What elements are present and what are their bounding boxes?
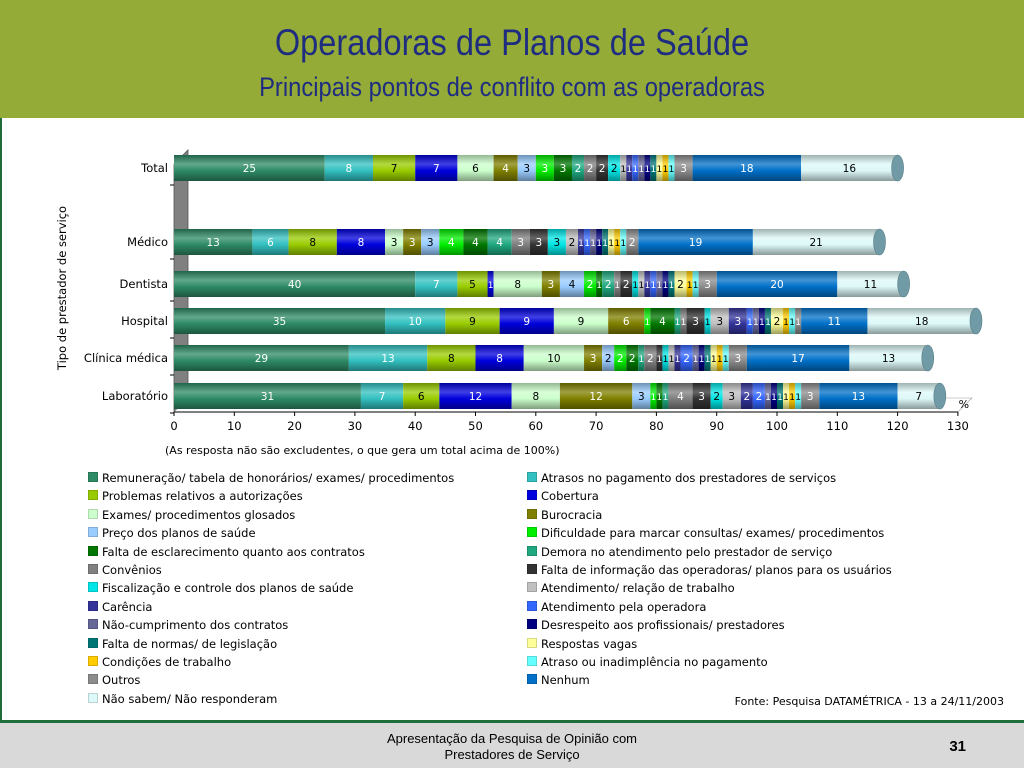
data-label: 8	[514, 279, 522, 291]
data-label: 1	[638, 165, 645, 175]
data-label: 2	[574, 163, 582, 175]
legend-item	[527, 655, 768, 669]
legend-swatch	[88, 546, 98, 556]
data-label: 35	[272, 316, 287, 328]
data-label: 4	[568, 279, 576, 291]
legend-swatch	[88, 674, 98, 684]
data-label: 1	[789, 318, 795, 328]
data-label: 9	[577, 316, 585, 328]
data-label: 2	[773, 316, 781, 328]
data-label: 1	[638, 281, 645, 291]
legend-swatch	[88, 490, 98, 500]
data-label: 1	[704, 355, 711, 365]
data-label: 3	[692, 316, 699, 328]
data-label: 3	[698, 391, 705, 403]
legend-swatch	[527, 619, 537, 629]
data-label: 1	[710, 355, 717, 365]
page-title: Operadoras de Planos de Saúde	[274, 22, 750, 63]
data-label: 3	[426, 237, 434, 249]
data-label: 16	[842, 163, 857, 175]
data-label: 1	[602, 239, 609, 249]
legend-label: Carência	[102, 599, 153, 614]
data-label: 3	[589, 353, 597, 365]
data-label: 2	[586, 163, 594, 175]
data-label: 1	[795, 393, 801, 403]
data-label: 10	[408, 316, 422, 328]
data-label: 6	[622, 316, 630, 328]
legend-item	[88, 618, 288, 632]
data-label: 13	[381, 353, 395, 365]
category-label: Médico	[127, 235, 168, 249]
data-label: 6	[267, 237, 274, 249]
legend-label: Burocracia	[541, 507, 603, 522]
data-label: 2	[598, 163, 606, 175]
data-label: 12	[589, 391, 603, 403]
data-label: 1	[662, 393, 669, 403]
category-label: Dentista	[119, 277, 168, 291]
legend-label: Demora no atendimento pelo prestador de serviço	[541, 544, 833, 559]
data-label: 1	[692, 281, 699, 291]
legend-swatch	[527, 472, 537, 482]
data-label: 3	[408, 237, 416, 249]
data-label: 4	[502, 163, 509, 175]
data-label: 31	[260, 391, 275, 403]
chart-note: (As resposta não são excludentes, o que gera um total acima de 100%)	[165, 444, 560, 457]
data-label: 1	[765, 393, 771, 403]
data-label: 1	[753, 318, 759, 328]
data-label: 1	[795, 318, 801, 328]
data-label: 1	[674, 318, 681, 328]
data-label: 29	[254, 353, 269, 365]
data-label: 1	[620, 165, 627, 175]
x-axis-unit: %	[958, 398, 970, 411]
legend-swatch	[527, 490, 537, 500]
data-label: 1	[662, 165, 669, 175]
x-tick-label: 110	[826, 419, 849, 433]
data-label: 1	[608, 239, 615, 249]
data-label: 1	[644, 281, 651, 291]
data-label: 3	[806, 391, 814, 403]
legend-item	[88, 600, 152, 614]
data-label: 40	[287, 279, 302, 291]
legend-label: Atraso ou inadimplência no pagamento	[541, 655, 768, 669]
data-label: 13	[881, 353, 896, 365]
x-tick-label: 30	[347, 419, 363, 433]
bar-end-cap	[934, 383, 946, 409]
data-label: 1	[590, 239, 596, 249]
legend-swatch	[527, 564, 537, 574]
legend-swatch	[88, 656, 98, 666]
data-label: 2	[743, 391, 751, 403]
legend-label: Falta de esclarecimento quanto aos contratos	[102, 544, 365, 559]
bar-end-cap	[892, 155, 904, 181]
bar-end-cap	[922, 345, 934, 371]
data-label: 2	[677, 279, 684, 291]
data-label: 4	[659, 316, 666, 328]
footer	[0, 723, 1024, 768]
footer-text	[0, 731, 1024, 763]
data-label: 2	[604, 279, 612, 291]
legend-item	[88, 545, 365, 559]
data-label: 5	[469, 279, 476, 291]
data-label: 8	[357, 237, 365, 249]
data-label: 1	[578, 239, 584, 249]
legend-label: Condições de trabalho	[102, 655, 232, 669]
data-label: 3	[541, 163, 549, 175]
data-label: 13	[206, 237, 220, 249]
legend-swatch	[88, 601, 98, 611]
data-label: 2	[628, 353, 636, 365]
data-label: 1	[596, 281, 602, 291]
data-label: 1	[487, 281, 494, 291]
legend-label: Remuneração/ tabela de honorários/ exames/ procedimentos	[102, 471, 455, 485]
legend-item	[527, 673, 590, 687]
data-label: 18	[740, 163, 754, 175]
legend-swatch	[88, 582, 98, 592]
category-label: Hospital	[121, 314, 168, 328]
data-label: 8	[345, 163, 353, 175]
data-label: 2	[622, 279, 630, 291]
data-label: 1	[632, 165, 639, 175]
legend-item	[88, 655, 231, 669]
header-band	[0, 0, 1024, 118]
data-label: 1	[783, 393, 789, 403]
bar-end-cap	[898, 271, 910, 297]
legend-swatch	[527, 546, 537, 556]
legend-item	[88, 637, 277, 651]
legend-swatch	[527, 656, 537, 666]
data-label: 3	[734, 353, 742, 365]
data-label: 3	[716, 316, 724, 328]
legend-item	[527, 600, 706, 614]
legend-swatch	[527, 509, 537, 519]
legend-label: Respostas vagas	[541, 636, 638, 651]
data-label: 1	[680, 318, 687, 328]
legend-label: Falta de normas/ de legislação	[102, 636, 278, 651]
legend-label: Preço dos planos de saúde	[102, 526, 256, 541]
data-label: 1	[704, 318, 711, 328]
data-label: 1	[656, 355, 663, 365]
data-label: 1	[650, 393, 657, 403]
data-label: 1	[650, 165, 657, 175]
legend-label: Desrespeito aos profissionais/ prestadores	[541, 618, 785, 633]
legend-item	[88, 673, 140, 687]
data-label: 1	[777, 393, 783, 403]
legend-item	[527, 489, 599, 503]
data-label: 2	[604, 353, 612, 365]
data-label: 1	[698, 355, 705, 365]
data-label: 3	[637, 391, 645, 403]
data-label: 12	[468, 391, 483, 403]
data-label: 3	[517, 237, 525, 249]
legend-label: Atendimento pela operadora	[541, 599, 707, 614]
legend-label: Atrasos no pagamento dos prestadores de serviços	[541, 471, 837, 485]
legend-item	[527, 545, 832, 559]
data-label: 2	[586, 279, 594, 291]
data-label: 1	[650, 281, 657, 291]
footer-line-2: Prestadores de Serviço	[444, 747, 580, 762]
data-label: 3	[547, 279, 555, 291]
legend-label: Cobertura	[541, 489, 599, 504]
category-label: Total	[141, 161, 168, 175]
data-label: 2	[628, 237, 636, 249]
legend-item	[88, 692, 277, 706]
data-label: 18	[915, 316, 929, 328]
legend-label: Nenhum	[541, 673, 590, 688]
legend-item	[527, 508, 602, 522]
data-label: 2	[616, 353, 624, 365]
page-subtitle: Principais pontos de conflito com as operadoras	[259, 72, 765, 102]
legend-label: Convênios	[102, 563, 162, 577]
legend-item	[527, 637, 637, 651]
legend-swatch	[88, 509, 98, 519]
legend-swatch	[88, 619, 98, 629]
data-label: 9	[523, 316, 531, 328]
stacked-bar-chart	[0, 118, 1024, 448]
data-label: 8	[309, 237, 317, 249]
data-label: 21	[809, 237, 823, 249]
data-label: 1	[771, 393, 777, 403]
legend-swatch	[527, 674, 537, 684]
data-label: 20	[770, 279, 784, 291]
data-label: 13	[851, 391, 866, 403]
legend-label: Atendimento/ relação de trabalho	[541, 581, 735, 596]
footer-line-1: Apresentação da Pesquisa de Opinião com	[386, 731, 638, 746]
data-label: 1	[626, 165, 633, 175]
data-label: 10	[547, 353, 561, 365]
legend-swatch	[88, 564, 98, 574]
data-label: 1	[668, 281, 675, 291]
data-label: 3	[390, 237, 398, 249]
data-label: 4	[677, 391, 684, 403]
legend-label: Não-cumprimento dos contratos	[102, 618, 289, 633]
data-label: 3	[704, 279, 711, 291]
data-label: 1	[668, 165, 675, 175]
data-label: 1	[674, 355, 681, 365]
data-label: 1	[692, 355, 699, 365]
data-label: 11	[827, 316, 841, 328]
data-label: 1	[638, 355, 645, 365]
data-label: 1	[759, 318, 765, 328]
x-tick-label: 60	[528, 419, 544, 433]
data-label: 1	[746, 318, 753, 328]
data-label: 4	[472, 237, 479, 249]
data-label: 2	[647, 353, 654, 365]
legend-item	[527, 618, 785, 632]
data-label: 11	[863, 279, 878, 291]
legend-swatch	[88, 693, 98, 703]
x-tick-label: 120	[886, 419, 909, 433]
x-tick-label: 80	[649, 419, 664, 433]
legend-label: Falta de informação das operadoras/ planos para os usuários	[541, 563, 892, 577]
data-label: 3	[728, 391, 736, 403]
y-axis-label: Tipo de prestador de serviço	[55, 205, 69, 371]
data-label: 19	[688, 237, 703, 249]
legend-swatch	[88, 527, 98, 537]
data-label: 1	[668, 355, 675, 365]
data-label: 4	[448, 237, 455, 249]
data-label: 1	[662, 281, 669, 291]
data-label: 1	[716, 355, 723, 365]
data-label: 1	[614, 239, 621, 249]
legend-item	[88, 471, 454, 485]
legend-item	[527, 526, 884, 540]
data-label: 9	[469, 316, 476, 328]
data-label: 3	[734, 316, 742, 328]
data-label: 2	[713, 391, 721, 403]
data-label: 7	[915, 391, 923, 403]
data-label: 2	[755, 391, 763, 403]
data-label: 1	[644, 318, 651, 328]
data-label: 7	[432, 163, 440, 175]
data-label: 7	[390, 163, 398, 175]
legend-item	[527, 471, 836, 485]
x-tick-label: 0	[170, 419, 178, 433]
data-label: 3	[535, 237, 543, 249]
data-label: 1	[656, 393, 663, 403]
data-label: 2	[683, 353, 690, 365]
data-label: 1	[662, 355, 669, 365]
data-label: 6	[472, 163, 479, 175]
x-tick-label: 10	[226, 419, 242, 433]
data-label: 3	[680, 163, 687, 175]
legend-label: Não sabem/ Não responderam	[102, 691, 278, 706]
data-label: 1	[632, 281, 639, 291]
x-tick-label: 130	[946, 419, 969, 433]
x-tick-label: 40	[407, 419, 423, 433]
data-label: 8	[448, 353, 455, 365]
bar-end-cap	[970, 308, 982, 334]
legend-swatch	[527, 527, 537, 537]
data-label: 1	[765, 318, 771, 328]
legend-item	[527, 581, 735, 595]
legend-label: Outros	[102, 673, 141, 688]
legend-item	[88, 508, 295, 522]
legend-label: Problemas relativos a autorizações	[102, 489, 303, 504]
legend-swatch	[88, 472, 98, 482]
legend-swatch	[527, 638, 537, 648]
data-label: 8	[496, 353, 503, 365]
data-label: 2	[568, 237, 576, 249]
legend-label: Fiscalização e controle dos planos de saúde	[102, 581, 354, 596]
legend-swatch	[527, 601, 537, 611]
legend-item	[88, 489, 303, 503]
legend-item	[88, 563, 162, 577]
data-label: 17	[791, 353, 805, 365]
data-label: 1	[644, 165, 651, 175]
data-label: 1	[656, 165, 663, 175]
data-label: 1	[656, 281, 663, 291]
legend-swatch	[527, 582, 537, 592]
legend-item	[527, 563, 892, 577]
data-label: 1	[620, 239, 627, 249]
data-label: 6	[417, 391, 425, 403]
data-label: 3	[553, 237, 561, 249]
data-label: 1	[614, 281, 621, 291]
data-label: 7	[378, 391, 386, 403]
x-tick-label: 90	[709, 419, 725, 433]
data-label: 1	[686, 281, 693, 291]
bar-end-cap	[874, 229, 886, 255]
category-label: Laboratório	[101, 389, 168, 403]
data-label: 1	[789, 393, 795, 403]
data-label: 1	[722, 355, 729, 365]
x-tick-label: 100	[766, 419, 788, 433]
legend-label: Exames/ procedimentos glosados	[102, 507, 296, 522]
source-note: Fonte: Pesquisa DATAMÉTRICA - 13 a 24/11/2003	[734, 695, 1004, 708]
data-label: 1	[596, 239, 602, 249]
data-label: 4	[496, 237, 503, 249]
legend-label: Dificuldade para marcar consultas/ exames/ procedimentos	[541, 526, 885, 541]
data-label: 7	[432, 279, 440, 291]
legend-item	[88, 581, 353, 595]
x-tick-label: 50	[468, 419, 483, 433]
data-label: 2	[610, 163, 618, 175]
data-label: 3	[559, 163, 567, 175]
data-label: 25	[242, 163, 257, 175]
category-label: Clínica médica	[83, 351, 168, 365]
legend-item	[88, 526, 256, 540]
data-label: 8	[532, 391, 540, 403]
x-tick-label: 70	[588, 419, 604, 433]
data-label: 1	[783, 318, 789, 328]
x-tick-label: 20	[287, 419, 302, 433]
page-number: 31	[949, 738, 966, 755]
data-label: 1	[584, 239, 590, 249]
legend-swatch	[88, 638, 98, 648]
data-label: 3	[523, 163, 531, 175]
